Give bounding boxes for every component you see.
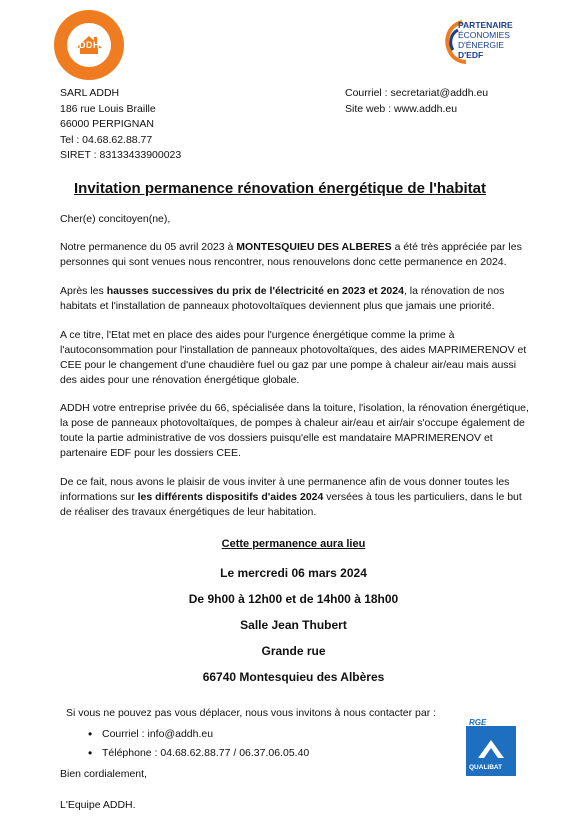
company-street: 186 rue Louis Braille [60,102,156,115]
edf-partner-logo [440,14,550,74]
qualibat-rge-label: RGE [469,718,487,727]
qualibat-rge-logo [466,720,516,778]
paragraph-company-description: ADDH votre entreprise privée du 66, spécialisée dans la toiture, l'isolation, la rénovation énergétique, la pose de panneaux photovoltaïques, de pompes à chaleur air/eau et air/air s'occupe également de toute la partie administrative de vos dossiers puisqu'elle est mandataire MAPRIMERENOV et partenaire EDF pour les dossiers CEE. [60,402,529,459]
para5-text-c: versées à tous les particuliers, dans le but de réaliser des travaux énergétiques de leur habitation. [60,491,522,518]
contact-list [60,727,460,761]
event-hours: De 9h00 à 12h00 et de 14h00 à 18h00 [188,592,399,606]
para2-text-c: , la rénovation de nos habitats et l'installation de panneaux photovoltaïques deviennent plus que jamais une priorité. [60,285,505,312]
event-street: Grande rue [261,644,326,658]
para2-highlight: hausses successives du prix de l'électricité en 2023 et 2024 [106,285,404,297]
para1-text-c: a été très appréciée par les personnes qui sont venues nous rencontrer, nous renouvelons donc cette permanence en 2024. [60,241,522,268]
event-city: 66740 Montesquieu des Albères [202,670,385,684]
paragraph-previous-event [60,240,530,270]
para2-text-a: Après les [60,285,107,297]
contact-phone [60,746,460,761]
edf-line-1: PARTENAIRE [458,20,513,30]
edf-line-3: D'ÉNERGIE [458,40,505,50]
contact-email-text: Courriel : info@addh.eu [102,728,214,740]
addh-logo [54,10,124,80]
company-contact-block [345,86,488,117]
paragraph-invitation [60,475,530,520]
edf-line-2: ÉCONOMIES [458,30,510,40]
signature: L'Equipe ADDH. [60,799,136,811]
closing: Bien cordialement, [60,768,147,780]
addh-logo-text: ADDH [72,40,100,50]
event-heading: Cette permanence aura lieu [221,538,366,550]
para1-text-a: Notre permanence du 05 avril 2023 à [60,241,237,253]
event-date: Le mercredi 06 mars 2024 [220,566,367,580]
paragraph-state-aid: A ce titre, l'Etat met en place des aides pour l'urgence énergétique comme la prime à l'autoconsommation pour l'installation de panneaux photovoltaïques, des aides MAPRIMERENOV et CEE pour le changement d'une chaudière fuel ou gaz par une pompe à chaleur air/eau mais aussi des aides pour une rénovation énergétique globale. [60,329,527,386]
company-address-block [60,86,181,164]
company-phone: Tel : 04.68.62.88.77 [60,133,153,146]
para5-highlight: les différents dispositifs d'aides 2024 [137,491,324,503]
para5-text-a: De ce fait, nous avons le plaisir de vous inviter à une permanence afin de vous donner toutes les informations sur [60,476,510,503]
qualibat-label: QUALIBAT [469,764,503,771]
company-city: 66000 PERPIGNAN [60,118,154,130]
document-title: Invitation permanence rénovation énergétique de l'habitat [74,180,486,197]
company-website: Site web : www.addh.eu [345,102,458,115]
para1-town: MONTESQUIEU DES ALBERES [236,241,392,253]
company-siret: SIRET : 83133433900023 [60,149,182,161]
greeting: Cher(e) concitoyen(ne), [60,213,171,225]
contact-phone-text: Téléphone : 04.68.62.88.77 / 06.37.06.05.40 [102,747,310,759]
event-venue: Salle Jean Thubert [240,618,347,632]
company-name: SARL ADDH [60,87,120,99]
company-email: Courriel : secretariat@addh.eu [345,87,489,99]
contact-intro: Si vous ne pouvez pas vous déplacer, nous vous invitons à nous contacter par : [66,707,437,719]
edf-line-4: D'EDF [458,50,484,60]
paragraph-price-increase [60,284,530,314]
contact-email [60,727,460,742]
